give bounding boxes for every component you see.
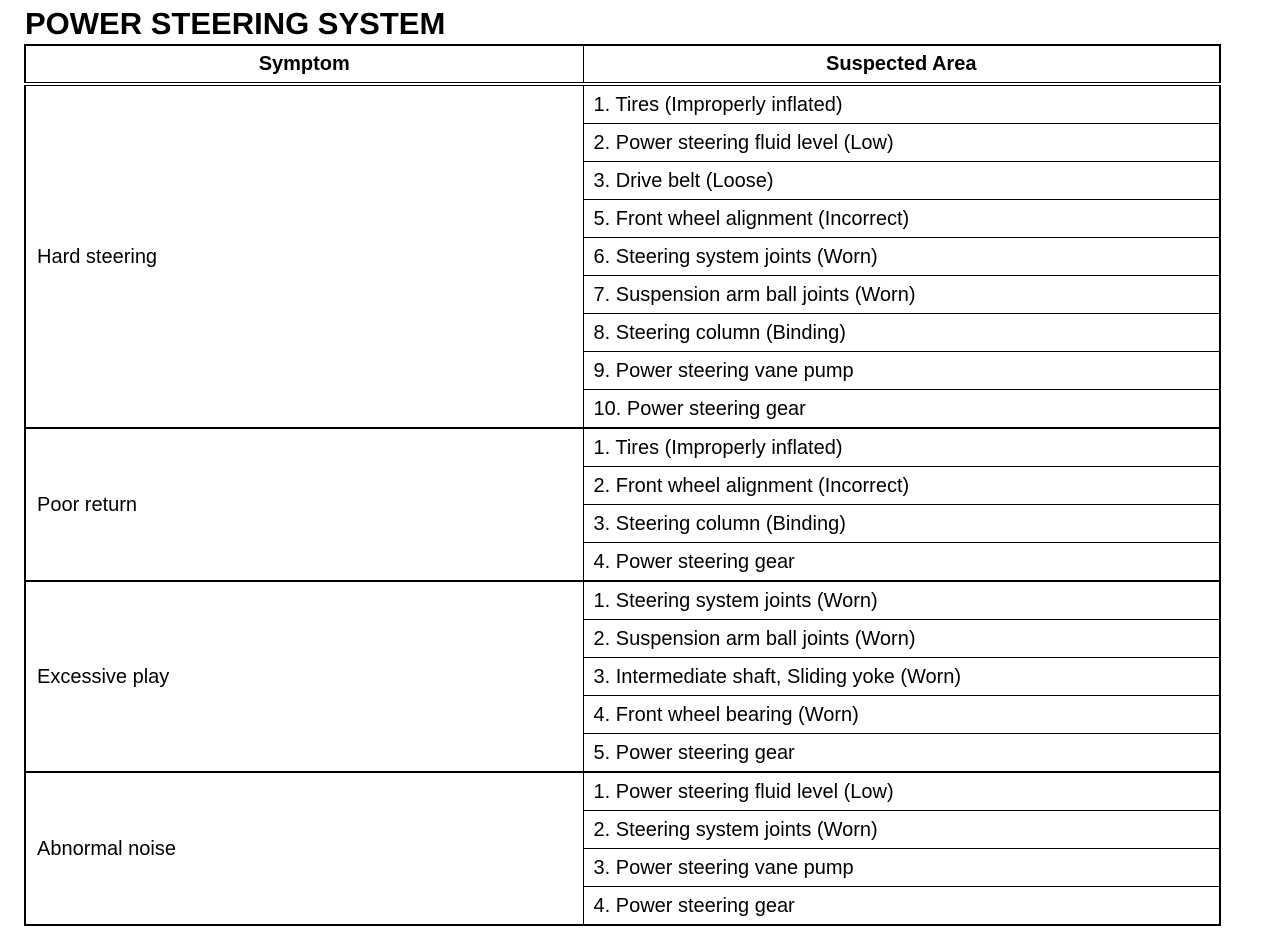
- symptom-cell-hard-steering: Hard steering: [25, 84, 583, 428]
- suspected-area-cell: 10. Power steering gear: [583, 390, 1220, 429]
- table-row: [25, 428, 1220, 467]
- suspected-area-cell: 2. Front wheel alignment (Incorrect): [583, 467, 1220, 505]
- suspected-area-cell: 2. Power steering fluid level (Low): [583, 124, 1220, 162]
- page-title: POWER STEERING SYSTEM: [25, 6, 446, 41]
- suspected-area-cell: 8. Steering column (Binding): [583, 314, 1220, 352]
- suspected-area-cell: 7. Suspension arm ball joints (Worn): [583, 276, 1220, 314]
- suspected-area-cell: 5. Power steering gear: [583, 734, 1220, 773]
- suspected-area-cell: 2. Steering system joints (Worn): [583, 811, 1220, 849]
- suspected-area-cell: 1. Tires (Improperly inflated): [583, 84, 1220, 124]
- suspected-area-cell: 3. Power steering vane pump: [583, 849, 1220, 887]
- table-row: [25, 772, 1220, 811]
- suspected-area-cell: 4. Power steering gear: [583, 887, 1220, 926]
- symptom-cell-excessive-play: Excessive play: [25, 581, 583, 772]
- suspected-area-cell: 4. Front wheel bearing (Worn): [583, 696, 1220, 734]
- suspected-area-cell: 3. Drive belt (Loose): [583, 162, 1220, 200]
- suspected-area-cell: 3. Steering column (Binding): [583, 505, 1220, 543]
- suspected-area-cell: 9. Power steering vane pump: [583, 352, 1220, 390]
- suspected-area-cell: 3. Intermediate shaft, Sliding yoke (Worn): [583, 658, 1220, 696]
- suspected-area-cell: 2. Suspension arm ball joints (Worn): [583, 620, 1220, 658]
- suspected-area-cell: 1. Steering system joints (Worn): [583, 581, 1220, 620]
- suspected-area-cell: 5. Front wheel alignment (Incorrect): [583, 200, 1220, 238]
- suspected-area-cell: 4. Power steering gear: [583, 543, 1220, 582]
- suspected-area-cell: 1. Power steering fluid level (Low): [583, 772, 1220, 811]
- table-row: [25, 84, 1220, 124]
- table-body: [25, 84, 1220, 925]
- symptom-cell-poor-return: Poor return: [25, 428, 583, 581]
- troubleshooting-table: [24, 44, 1221, 926]
- suspected-area-column-header: Suspected Area: [583, 45, 1220, 84]
- symptom-cell-abnormal-noise: Abnormal noise: [25, 772, 583, 925]
- table-row: [25, 581, 1220, 620]
- table-header-row: [25, 45, 1220, 84]
- suspected-area-cell: 6. Steering system joints (Worn): [583, 238, 1220, 276]
- symptom-column-header: Symptom: [25, 45, 583, 84]
- suspected-area-cell: 1. Tires (Improperly inflated): [583, 428, 1220, 467]
